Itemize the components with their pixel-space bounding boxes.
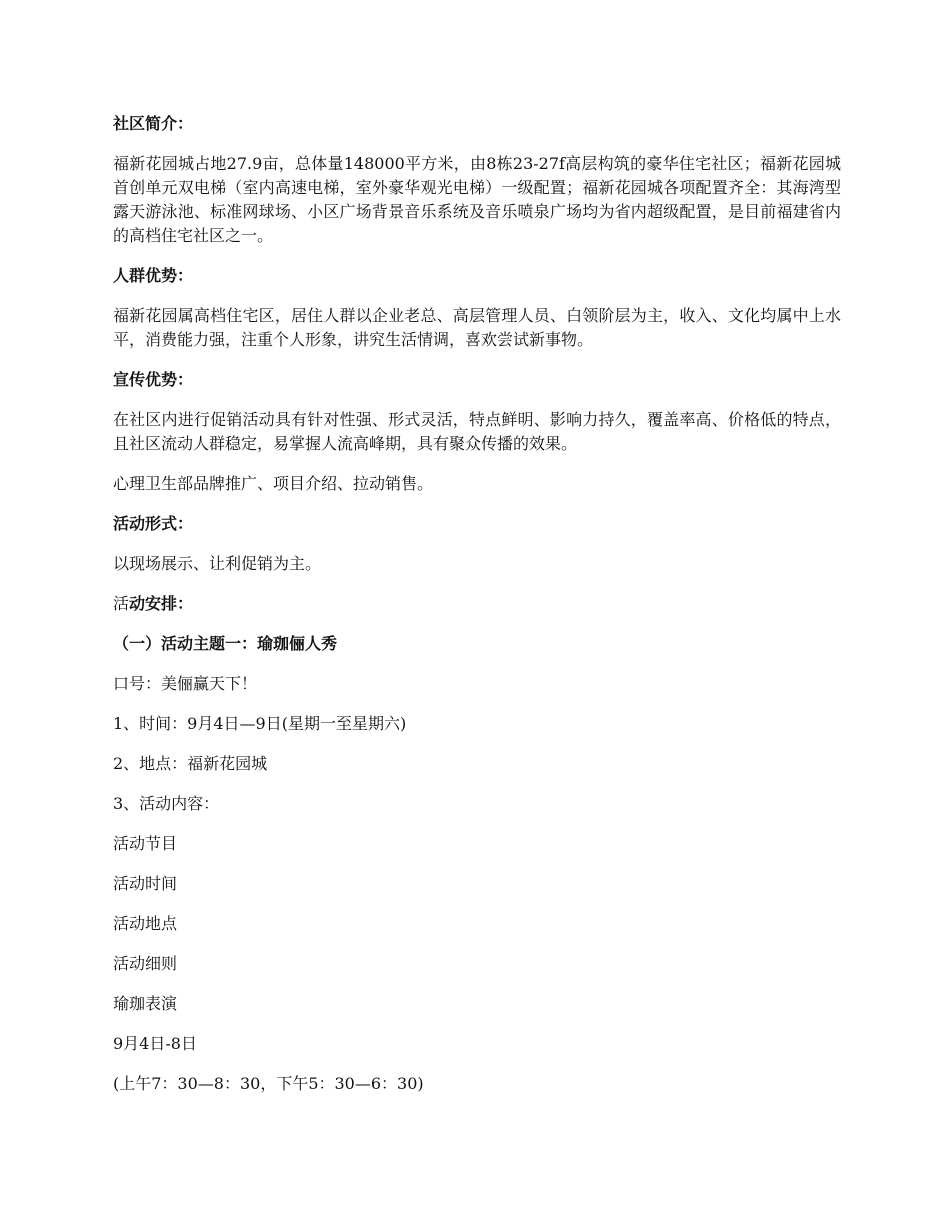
item-time: 活动时间: [113, 874, 178, 893]
activity-form-heading: 活动形式：: [113, 514, 194, 533]
item-yoga: 瑜珈表演: [113, 994, 178, 1013]
slogan-line: 口号：美俪赢天下！: [113, 674, 258, 693]
community-intro-paragraph: 福新花园城占地27.9亩，总体量148000平方米，由8栋23-27f高层构筑的豪华住宅社区；福新花园城首创单元双电梯（室内高速电梯，室外豪华观光电梯）一级配置；福新花园城各项配置齐全：其海湾型露天游泳池、标准网球场、小区广场背景音乐系统及音乐喷泉广场均为省内超级配置，是目前福建省内的高档住宅社区之一。: [113, 154, 841, 245]
document-page: [113, 112, 841, 1112]
crowd-advantage-heading: 人群优势：: [113, 266, 194, 285]
activity-arrangement-heading-plain: 活: [113, 594, 130, 613]
promo-advantage-paragraph: 在社区内进行促销活动具有针对性强、形式灵活，特点鲜明、影响力持久，覆盖率高、价格低的特点，且社区流动人群稳定，易掌握人流高峰期，具有聚众传播的效果。: [113, 410, 841, 453]
place-line: 2、地点：福新花园城: [113, 754, 268, 773]
content-line: 3、活动内容：: [113, 794, 220, 813]
promo-purpose-paragraph: 心理卫生部品牌推广、项目介绍、拉动销售。: [113, 474, 434, 493]
time-line: 1、时间：9月4日—9日(星期一至星期六): [113, 714, 407, 733]
hours-line: (上午7：30—8：30，下午5：30—6：30): [113, 1074, 424, 1093]
item-program: 活动节目: [113, 834, 178, 853]
item-place: 活动地点: [113, 914, 178, 933]
crowd-advantage-paragraph: 福新花园属高档住宅区，居住人群以企业老总、高层管理人员、白领阶层为主，收入、文化均属中上水平，消费能力强，注重个人形象，讲究生活情调，喜欢尝试新事物。: [113, 306, 841, 349]
activity-arrangement-heading-bold: 动安排：: [129, 594, 194, 613]
promo-advantage-heading: 宣传优势：: [113, 370, 194, 389]
activity-arrangement-heading: [113, 592, 841, 616]
activity-form-paragraph: 以现场展示、让利促销为主。: [113, 554, 322, 573]
theme-one-heading: （一）活动主题一：瑜珈俪人秀: [113, 634, 338, 653]
date-range-line: 9月4日-8日: [113, 1034, 197, 1053]
item-rules: 活动细则: [113, 954, 178, 973]
community-intro-heading: 社区简介：: [113, 114, 194, 133]
